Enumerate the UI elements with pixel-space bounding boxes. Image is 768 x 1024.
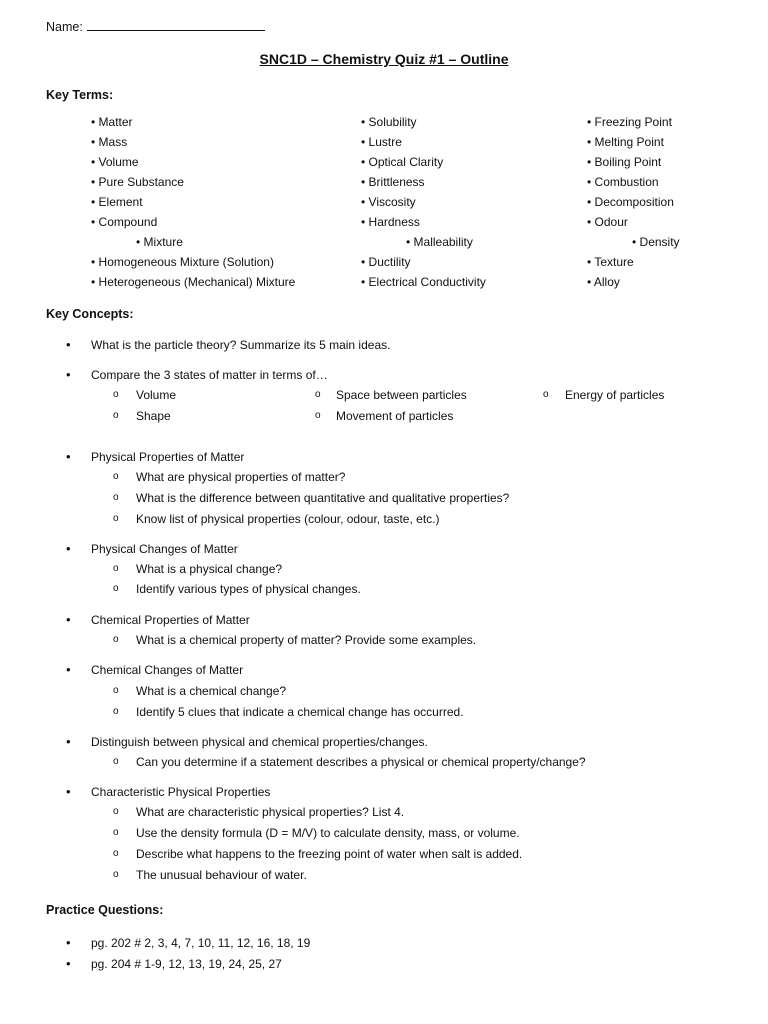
practice-heading: Practice Questions: bbox=[46, 903, 164, 917]
bullet-icon: • bbox=[66, 541, 71, 556]
bullet-icon: • bbox=[66, 784, 71, 799]
circle-bullet-icon: o bbox=[113, 513, 119, 524]
term-item: • Texture bbox=[587, 255, 634, 269]
concept-item: Chemical Properties of Matter bbox=[91, 613, 250, 627]
concept-subitem: Identify 5 clues that indicate a chemical change has occurred. bbox=[136, 705, 464, 719]
bullet-icon: • bbox=[66, 449, 71, 464]
circle-bullet-icon: o bbox=[113, 563, 119, 574]
bullet-icon: • bbox=[66, 956, 71, 971]
concept-subitem: Shape bbox=[136, 409, 171, 423]
concept-item: Physical Changes of Matter bbox=[91, 542, 238, 556]
term-item: • Lustre bbox=[361, 135, 402, 149]
term-item: • Electrical Conductivity bbox=[361, 275, 486, 289]
bullet-icon: • bbox=[66, 662, 71, 677]
circle-bullet-icon: o bbox=[113, 756, 119, 767]
circle-bullet-icon: o bbox=[113, 389, 119, 400]
term-item: • Solubility bbox=[361, 115, 417, 129]
circle-bullet-icon: o bbox=[113, 410, 119, 421]
term-item: • Odour bbox=[587, 215, 628, 229]
circle-bullet-icon: o bbox=[113, 471, 119, 482]
term-item: • Melting Point bbox=[587, 135, 664, 149]
term-item: • Brittleness bbox=[361, 175, 425, 189]
circle-bullet-icon: o bbox=[315, 389, 321, 400]
term-item: • Volume bbox=[91, 155, 139, 169]
concept-subitem: What is a chemical change? bbox=[136, 684, 287, 698]
circle-bullet-icon: o bbox=[113, 634, 119, 645]
key-terms-heading: Key Terms: bbox=[46, 88, 114, 102]
term-item: • Decomposition bbox=[587, 195, 674, 209]
concept-subitem: What is the difference between quantitative and qualitative properties? bbox=[136, 491, 510, 505]
term-item: • Freezing Point bbox=[587, 115, 672, 129]
circle-bullet-icon: o bbox=[113, 583, 119, 594]
concept-item: What is the particle theory? Summarize its 5 main ideas. bbox=[91, 338, 391, 352]
circle-bullet-icon: o bbox=[315, 410, 321, 421]
bullet-icon: • bbox=[66, 935, 71, 950]
circle-bullet-icon: o bbox=[113, 827, 119, 838]
concept-item: Compare the 3 states of matter in terms of… bbox=[91, 368, 328, 382]
concept-item: Chemical Changes of Matter bbox=[91, 663, 244, 677]
circle-bullet-icon: o bbox=[113, 685, 119, 696]
term-item: • Homogeneous Mixture (Solution) bbox=[91, 255, 274, 269]
concept-subitem: Energy of particles bbox=[565, 388, 665, 402]
name-blank-line bbox=[87, 20, 265, 31]
circle-bullet-icon: o bbox=[543, 389, 549, 400]
concept-item: Distinguish between physical and chemical properties/changes. bbox=[91, 735, 428, 749]
circle-bullet-icon: o bbox=[113, 706, 119, 717]
name-label: Name: bbox=[46, 20, 83, 34]
concept-subitem: What are physical properties of matter? bbox=[136, 470, 346, 484]
concept-subitem: Space between particles bbox=[336, 388, 467, 402]
circle-bullet-icon: o bbox=[113, 492, 119, 503]
concept-subitem: Know list of physical properties (colour, odour, taste, etc.) bbox=[136, 512, 440, 526]
circle-bullet-icon: o bbox=[113, 848, 119, 859]
term-item: • Optical Clarity bbox=[361, 155, 444, 169]
bullet-icon: • bbox=[66, 734, 71, 749]
term-item: • Boiling Point bbox=[587, 155, 662, 169]
name-field bbox=[46, 19, 265, 35]
term-item: • Alloy bbox=[587, 275, 620, 289]
term-item: • Matter bbox=[91, 115, 133, 129]
key-concepts-heading: Key Concepts: bbox=[46, 307, 134, 321]
term-item: • Malleability bbox=[406, 235, 473, 249]
concept-subitem: Can you determine if a statement describes a physical or chemical property/change? bbox=[136, 755, 586, 769]
term-item: • Mixture bbox=[136, 235, 183, 249]
circle-bullet-icon: o bbox=[113, 869, 119, 880]
concept-subitem: What is a chemical property of matter? Provide some examples. bbox=[136, 633, 477, 647]
term-item: • Ductility bbox=[361, 255, 411, 269]
term-item: • Hardness bbox=[361, 215, 420, 229]
term-item: • Combustion bbox=[587, 175, 659, 189]
concept-subitem: Describe what happens to the freezing point of water when salt is added. bbox=[136, 847, 523, 861]
concept-subitem: Use the density formula (D = M/V) to calculate density, mass, or volume. bbox=[136, 826, 520, 840]
concept-subitem: What is a physical change? bbox=[136, 562, 283, 576]
term-item: • Pure Substance bbox=[91, 175, 184, 189]
concept-subitem: Movement of particles bbox=[336, 409, 454, 423]
term-item: • Heterogeneous (Mechanical) Mixture bbox=[91, 275, 296, 289]
concept-subitem: Identify various types of physical changes. bbox=[136, 582, 361, 596]
term-item: • Mass bbox=[91, 135, 128, 149]
concept-subitem: The unusual behaviour of water. bbox=[136, 868, 307, 882]
bullet-icon: • bbox=[66, 612, 71, 627]
circle-bullet-icon: o bbox=[113, 806, 119, 817]
concept-item: Physical Properties of Matter bbox=[91, 450, 245, 464]
bullet-icon: • bbox=[66, 337, 71, 352]
concept-subitem: What are characteristic physical properties? List 4. bbox=[136, 805, 405, 819]
term-item: • Density bbox=[632, 235, 680, 249]
term-item: • Viscosity bbox=[361, 195, 416, 209]
bullet-icon: • bbox=[66, 367, 71, 382]
practice-item: pg. 204 # 1-9, 12, 13, 19, 24, 25, 27 bbox=[91, 957, 282, 971]
concept-item: Characteristic Physical Properties bbox=[91, 785, 271, 799]
concept-subitem: Volume bbox=[136, 388, 177, 402]
page-title: SNC1D – Chemistry Quiz #1 – Outline bbox=[259, 51, 509, 67]
term-item: • Compound bbox=[91, 215, 158, 229]
practice-item: pg. 202 # 2, 3, 4, 7, 10, 11, 12, 16, 18, 19 bbox=[91, 936, 311, 950]
term-item: • Element bbox=[91, 195, 143, 209]
